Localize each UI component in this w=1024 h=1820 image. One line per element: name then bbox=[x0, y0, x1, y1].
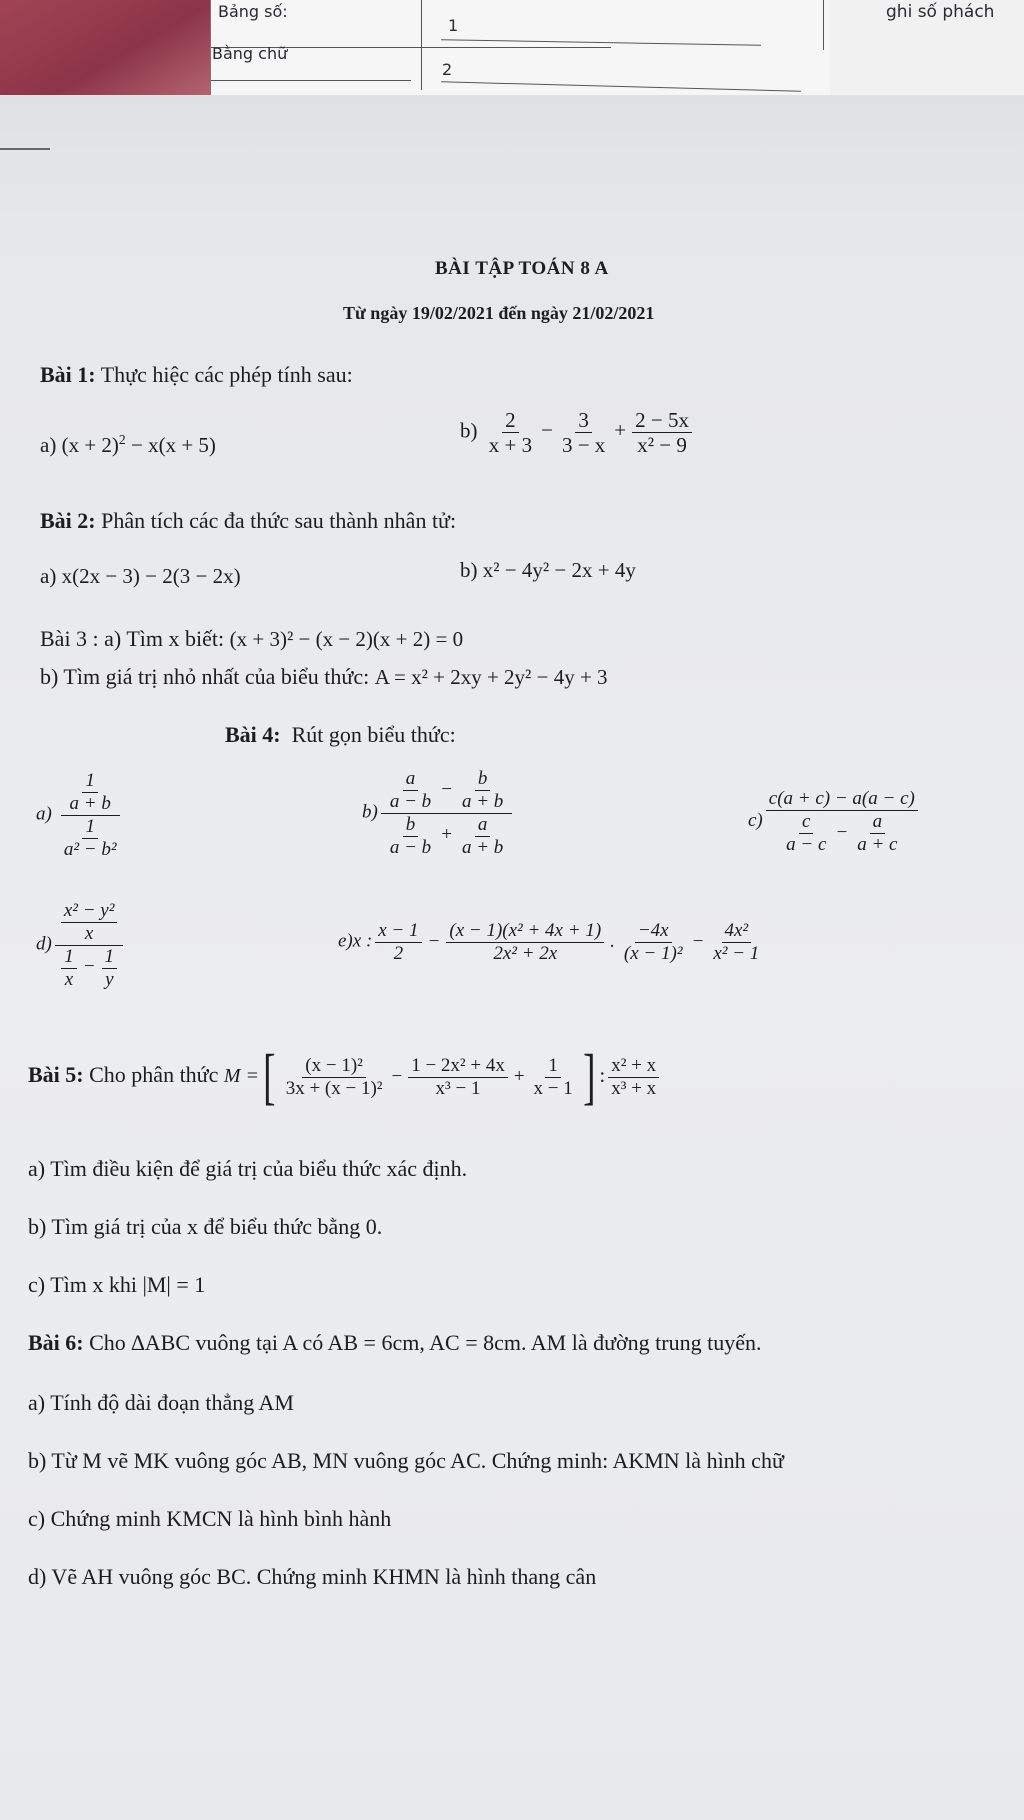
bai3-b-text: b) Tìm giá trị nhỏ nhất của biểu thức: bbox=[40, 664, 370, 689]
bai3-b bbox=[40, 664, 608, 690]
frac bbox=[608, 1055, 659, 1100]
ghi-so-phach: ghi số phách bbox=[886, 2, 995, 22]
margin-mark bbox=[0, 148, 50, 150]
frac-num: 1 bbox=[102, 946, 118, 969]
frac-den bbox=[55, 946, 123, 991]
frac bbox=[783, 811, 829, 856]
bai2-a bbox=[40, 564, 241, 589]
frac-den bbox=[55, 816, 126, 861]
bai4-a bbox=[36, 770, 129, 860]
bai6-a: a) Tính độ dài đoạn thẳng AM bbox=[28, 1390, 294, 1415]
bai1-b-frac2 bbox=[559, 408, 608, 457]
frac bbox=[446, 920, 604, 965]
frac-den: x bbox=[64, 968, 74, 990]
bai5-a: a) Tìm điều kiện để giá trị của biểu thức xác định. bbox=[28, 1156, 468, 1181]
bai6-text: Cho ∆ABC vuông tại A có AB = 6cm, AC = 8cm. AM là đường trung tuyến. bbox=[89, 1330, 762, 1355]
frac bbox=[61, 900, 118, 945]
bai5-m-eq: M = bbox=[223, 1065, 260, 1088]
operator: + bbox=[513, 1066, 525, 1088]
frac-den: a + b bbox=[69, 792, 111, 814]
frac bbox=[283, 1055, 386, 1100]
frac bbox=[375, 920, 421, 965]
bai1-a-expr: (x + 2) bbox=[61, 433, 119, 457]
bai4-c-label: c) bbox=[748, 810, 763, 832]
frac-num: x² − y² bbox=[61, 900, 118, 923]
bai4-label: Bài 4: bbox=[225, 722, 281, 747]
bai2-a-expr: x(2x − 3) − 2(3 − 2x) bbox=[61, 564, 241, 588]
bai2-text: Phân tích các đa thức sau thành nhân tử: bbox=[101, 508, 457, 533]
bai6-heading bbox=[28, 1330, 761, 1356]
frac-num: c(a + c) − a(a − c) bbox=[766, 788, 918, 811]
frac bbox=[408, 1055, 508, 1100]
bai5-c: c) Tìm x khi |M| = 1 bbox=[28, 1272, 206, 1297]
frac-num bbox=[55, 900, 124, 946]
frac-den: a − c bbox=[786, 833, 827, 855]
frac-num: 1 bbox=[61, 946, 77, 969]
frac-den: 3 − x bbox=[561, 433, 606, 458]
bai6-label: Bài 6: bbox=[28, 1330, 84, 1355]
frac-den: 3x + (x − 1)² bbox=[285, 1078, 383, 1100]
frac-num: (x − 1)² bbox=[302, 1055, 366, 1078]
operator: − bbox=[82, 956, 96, 978]
frac-num: 2 − 5x bbox=[632, 408, 692, 433]
frac-den: x bbox=[84, 922, 94, 944]
bai1-a-label: a) bbox=[40, 433, 57, 457]
frac-num: −4x bbox=[635, 920, 672, 943]
frac-num: c bbox=[799, 811, 813, 834]
bai5-divisor bbox=[605, 1055, 662, 1100]
bai4-d-label: d) bbox=[36, 933, 52, 955]
operator: − bbox=[541, 418, 553, 443]
right-bracket: ] bbox=[582, 1043, 596, 1111]
frac-num: a bbox=[870, 811, 886, 834]
bai4-b-compound bbox=[381, 768, 512, 858]
operator: + bbox=[440, 824, 453, 846]
bai4-a-label: a) bbox=[36, 803, 52, 825]
bai3-a bbox=[40, 626, 463, 652]
bai2-a-label: a) bbox=[40, 564, 57, 588]
operator: : bbox=[599, 1063, 606, 1088]
frac bbox=[61, 816, 120, 861]
num-2: 2 bbox=[442, 60, 453, 79]
bai4-d-compound bbox=[55, 900, 124, 990]
frac-den: x + 3 bbox=[488, 433, 533, 458]
bai4-e-label: e)x : bbox=[338, 930, 373, 952]
frac-num: b bbox=[475, 768, 491, 791]
bai4-e bbox=[338, 920, 765, 965]
frac bbox=[387, 768, 434, 813]
frac bbox=[459, 814, 506, 859]
bai1-text: Thực hiệc các phép tính sau: bbox=[100, 362, 353, 387]
frac-den: x − 1 bbox=[533, 1078, 573, 1100]
bai3-a-expr: (x + 3)² − (x − 2)(x + 2) = 0 bbox=[229, 627, 464, 651]
bai1-b bbox=[460, 408, 695, 457]
frac-num: 1 bbox=[82, 816, 98, 839]
operator: − bbox=[691, 930, 705, 952]
bai1-b-frac1 bbox=[486, 408, 535, 457]
frac-num: x − 1 bbox=[375, 920, 421, 943]
frac bbox=[61, 946, 77, 991]
frac-num: 3 bbox=[575, 408, 592, 433]
operator: + bbox=[614, 418, 627, 443]
frac-den: x³ + x bbox=[611, 1078, 657, 1100]
frac-den: a + b bbox=[461, 790, 504, 812]
frac-num: 1 − 2x² + 4x bbox=[408, 1055, 508, 1078]
frac-den: 2x² + 2x bbox=[493, 942, 558, 964]
bai1-heading bbox=[40, 362, 353, 388]
operator: − bbox=[440, 778, 453, 800]
bai3-a-text: Bài 3 : a) Tìm x biết: bbox=[40, 626, 225, 651]
frac bbox=[102, 946, 118, 991]
frac bbox=[67, 770, 114, 815]
bai4-heading bbox=[225, 722, 456, 748]
bai6-b: b) Từ M vẽ MK vuông góc AB, MN vuông góc AC. Chứng minh: AKMN là hình chữ bbox=[28, 1448, 784, 1473]
frac bbox=[459, 768, 506, 813]
operator: . bbox=[610, 930, 615, 952]
bai6-c: c) Chứng minh KMCN là hình bình hành bbox=[28, 1506, 392, 1531]
frac-den: x² − 9 bbox=[637, 433, 687, 458]
frac-den: a² − b² bbox=[63, 838, 117, 860]
bai1-b-frac3 bbox=[632, 408, 692, 457]
frac-den: x³ − 1 bbox=[435, 1078, 481, 1100]
bai4-b-label: b) bbox=[362, 801, 378, 823]
frac-num: 1 bbox=[82, 770, 98, 793]
frac-den: a + b bbox=[461, 836, 504, 858]
frac-den: a + c bbox=[857, 833, 898, 855]
frac-den: x² − 1 bbox=[713, 942, 760, 964]
frac-den bbox=[777, 811, 906, 856]
bai1-a bbox=[40, 432, 216, 458]
bai1-a-rest: − x(x + 5) bbox=[131, 433, 216, 457]
frac bbox=[387, 814, 434, 859]
frac-den: a − b bbox=[389, 836, 432, 858]
bai5-heading bbox=[28, 1043, 662, 1111]
frac-den: y bbox=[105, 968, 114, 990]
left-bracket: [ bbox=[263, 1043, 276, 1111]
bai4-b bbox=[362, 768, 515, 858]
bai4-text: Rút gọn biểu thức: bbox=[291, 722, 456, 747]
bai1-a-exp: 2 bbox=[118, 432, 126, 447]
frac-num: b bbox=[403, 814, 419, 837]
page-title: BÀI TẬP TOÁN 8 A bbox=[435, 258, 609, 279]
frac-den: (x − 1)² bbox=[623, 942, 683, 964]
bai2-b bbox=[460, 558, 636, 583]
bai4-c bbox=[748, 788, 921, 856]
frac-num: x² + x bbox=[608, 1055, 659, 1078]
bai5-expr bbox=[280, 1055, 579, 1100]
frac-num: (x − 1)(x² + 4x + 1) bbox=[446, 920, 604, 943]
frac-num: 1 bbox=[545, 1055, 561, 1078]
frac-den: 2 bbox=[393, 942, 404, 964]
grade-box bbox=[210, 0, 831, 95]
photo-corner-decoration bbox=[0, 0, 230, 95]
bai2-b-expr: x² − 4y² − 2x + 4y bbox=[482, 558, 636, 582]
num-1: 1 bbox=[448, 16, 459, 35]
operator: − bbox=[835, 821, 849, 843]
bai4-d bbox=[36, 900, 126, 990]
frac bbox=[531, 1055, 576, 1100]
bai4-a-compound bbox=[55, 770, 126, 860]
frac bbox=[710, 920, 762, 965]
bang-so-label: Bảng số: bbox=[218, 2, 288, 21]
bai5-text: Cho phân thức bbox=[89, 1062, 219, 1088]
frac-num: a bbox=[475, 814, 491, 837]
bai2-heading bbox=[40, 508, 456, 534]
bai1-label: Bài 1: bbox=[40, 362, 96, 387]
bai3-b-expr: A = x² + 2xy + 2y² − 4y + 3 bbox=[374, 665, 608, 689]
bai5-b: b) Tìm giá trị của x để biểu thức bằng 0. bbox=[28, 1214, 383, 1239]
bai4-c-compound bbox=[766, 788, 918, 856]
frac-den bbox=[381, 814, 512, 859]
frac-num: 4x² bbox=[722, 920, 752, 943]
frac-num: 2 bbox=[502, 408, 519, 433]
bai1-b-label: b) bbox=[460, 418, 478, 443]
frac-num bbox=[61, 770, 120, 816]
frac bbox=[621, 920, 686, 965]
bai2-b-label: b) bbox=[460, 558, 478, 582]
bai2-label: Bài 2: bbox=[40, 508, 96, 533]
frac bbox=[854, 811, 900, 856]
bai5-label: Bài 5: bbox=[28, 1062, 84, 1088]
frac-den: a − b bbox=[389, 790, 432, 812]
bai6-d: d) Vẽ AH vuông góc BC. Chứng minh KHMN là hình thang cân bbox=[28, 1564, 597, 1589]
frac-num: a bbox=[403, 768, 419, 791]
frac-num bbox=[381, 768, 512, 814]
date-range: Từ ngày 19/02/2021 đến ngày 21/02/2021 bbox=[343, 303, 655, 323]
bang-chu-label: Bằng chữ bbox=[212, 44, 288, 63]
operator: − bbox=[391, 1066, 403, 1088]
operator: − bbox=[427, 930, 441, 952]
